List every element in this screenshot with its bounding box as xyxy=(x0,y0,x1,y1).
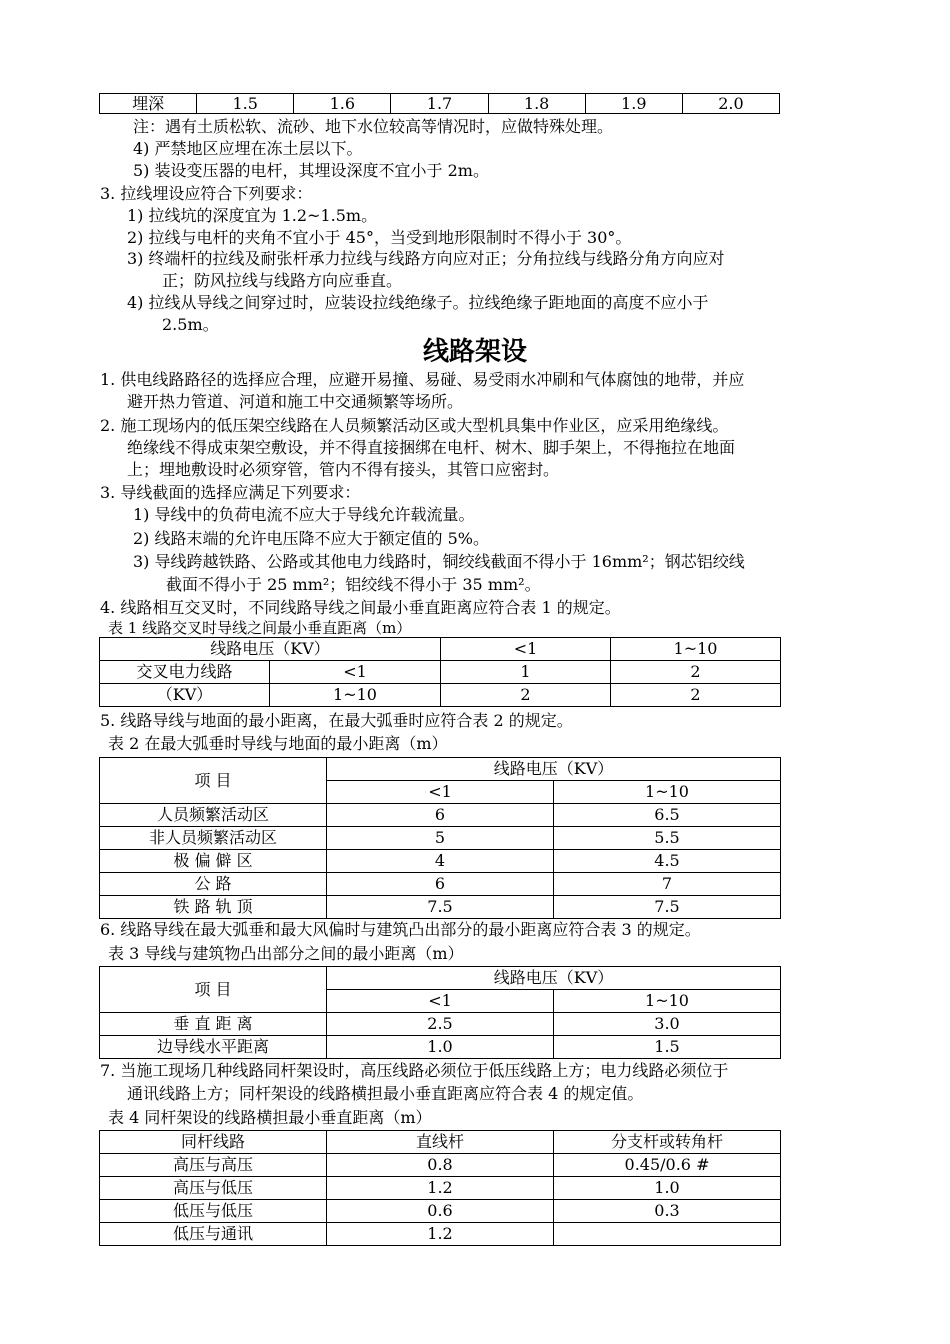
table-cell: 7 xyxy=(554,873,781,896)
table-row xyxy=(100,804,781,827)
header-cell: 直线杆 xyxy=(327,1131,554,1154)
paragraph: 3. 导线截面的选择应满足下列要求： xyxy=(100,483,361,502)
paragraph-cont: 上；埋地敷设时必须穿管，管内不得有接头，其管口应密封。 xyxy=(127,460,560,479)
table-cell: 5 xyxy=(327,827,554,850)
row-label: 高压与低压 xyxy=(100,1177,327,1200)
table-caption: 表 4 同杆架设的线路横担最小垂直距离（m） xyxy=(108,1108,432,1127)
row-label: （KV） xyxy=(100,684,270,707)
row-label: 低压与低压 xyxy=(100,1200,327,1223)
depth-value: 1.5 xyxy=(197,94,294,114)
row-label: 低压与通讯 xyxy=(100,1223,327,1246)
row-label: 人员频繁活动区 xyxy=(100,804,327,827)
header-cell: 项 目 xyxy=(100,967,327,1013)
list-item: 2) 拉线与电杆的夹角不宜小于 45°，当受到地形限制时不得小于 30°。 xyxy=(127,228,632,247)
header-cell: <1 xyxy=(327,781,554,804)
table-cell: 1.5 xyxy=(554,1036,781,1059)
row-label: 极 偏 僻 区 xyxy=(100,850,327,873)
depth-value: 1.9 xyxy=(585,94,682,114)
table-cell: 6 xyxy=(327,804,554,827)
table-caption: 表 2 在最大弧垂时导线与地面的最小距离（m） xyxy=(108,734,448,753)
section-heading: 3. 拉线埋设应符合下列要求： xyxy=(100,184,313,203)
row-label: 交叉电力线路 xyxy=(100,661,270,684)
table-cell: 7.5 xyxy=(554,896,781,919)
table-4 xyxy=(99,1130,781,1246)
table-row xyxy=(100,850,781,873)
header-cell: 项 目 xyxy=(100,758,327,804)
list-item: 3) 导线跨越铁路、公路或其他电力线路时，铜绞线截面不得小于 16mm²；钢芯铝绞线 xyxy=(133,552,745,571)
list-item: 1) 拉线坑的深度宜为 1.2~1.5m。 xyxy=(127,206,378,225)
header-cell: 线路电压（KV） xyxy=(327,967,781,990)
table-cell: 5.5 xyxy=(554,827,781,850)
list-item: 3) 终端杆的拉线及耐张杆承力拉线与线路方向应对正；分角拉线与线路分角方向应对 xyxy=(127,249,725,268)
table-cell: 7.5 xyxy=(327,896,554,919)
list-item: 4) 严禁地区应埋在冻土层以下。 xyxy=(133,139,363,158)
table-cell: 4.5 xyxy=(554,850,781,873)
paragraph: 4. 线路相互交叉时，不同线路导线之间最小垂直距离应符合表 1 的规定。 xyxy=(100,598,621,617)
table-cell: 2 xyxy=(611,684,781,707)
list-item: 5) 装设变压器的电杆，其埋设深度不宜小于 2m。 xyxy=(133,161,489,180)
paragraph-cont: 通讯线路上方；同杆架设的线路横担最小垂直距离应符合表 4 的规定值。 xyxy=(127,1084,644,1103)
table-cell: 4 xyxy=(327,850,554,873)
table-cell: 1 xyxy=(441,661,611,684)
row-label: 边导线水平距离 xyxy=(100,1036,327,1059)
depth-note: 注：遇有土质松软、流砂、地下水位较高等情况时，应做特殊处理。 xyxy=(133,117,614,136)
list-item-cont: 截面不得小于 25 mm²；铝绞线不得小于 35 mm²。 xyxy=(166,575,541,594)
table-cell: 1.2 xyxy=(327,1223,554,1246)
row-label: 公 路 xyxy=(100,873,327,896)
table-row xyxy=(100,1154,781,1177)
row-label: 垂 直 距 离 xyxy=(100,1013,327,1036)
header-cell: 同杆线路 xyxy=(100,1131,327,1154)
paragraph-cont: 绝缘线不得成束架空敷设，并不得直接捆绑在电杆、树木、脚手架上，不得拖拉在地面 xyxy=(127,438,736,457)
table-cell: 2 xyxy=(611,661,781,684)
depth-value: 1.8 xyxy=(488,94,585,114)
table-cell: <1 xyxy=(270,661,441,684)
table-3 xyxy=(99,966,781,1059)
row-label: 非人员频繁活动区 xyxy=(100,827,327,850)
table-cell: 6.5 xyxy=(554,804,781,827)
table-cell: 0.6 xyxy=(327,1200,554,1223)
list-item-cont: 正；防风拉线与线路方向应垂直。 xyxy=(162,271,403,290)
table-cell: 2.5 xyxy=(327,1013,554,1036)
table-row xyxy=(100,1013,781,1036)
table-caption: 表 1 线路交叉时导线之间最小垂直距离（m） xyxy=(108,619,412,637)
table-2 xyxy=(99,757,781,919)
header-cell: 1~10 xyxy=(611,638,781,661)
page-title: 线路架设 xyxy=(422,337,527,367)
header-cell: 线路电压（KV） xyxy=(327,758,781,781)
table-cell: 1.0 xyxy=(554,1177,781,1200)
table-caption: 表 3 导线与建筑物凸出部分之间的最小距离（m） xyxy=(108,944,464,963)
row-label: 铁 路 轨 顶 xyxy=(100,896,327,919)
table-cell: 3.0 xyxy=(554,1013,781,1036)
table-row xyxy=(100,896,781,919)
table-cell: 0.3 xyxy=(554,1200,781,1223)
table-cell: 1.2 xyxy=(327,1177,554,1200)
table-row xyxy=(100,1177,781,1200)
header-cell: 1~10 xyxy=(554,781,781,804)
paragraph: 1. 供电线路路径的选择应合理，应避开易撞、易碰、易受雨水冲刷和气体腐蚀的地带，并应 xyxy=(100,370,745,389)
paragraph: 7. 当施工现场几种线路同杆架设时，高压线路必须位于低压线路上方；电力线路必须位于 xyxy=(100,1061,729,1080)
header-cell: 分支杆或转角杆 xyxy=(554,1131,781,1154)
list-item: 2) 线路末端的允许电压降不应大于额定值的 5%。 xyxy=(133,529,489,548)
table-row xyxy=(100,873,781,896)
depth-value: 2.0 xyxy=(682,94,779,114)
paragraph: 2. 施工现场内的低压架空线路在人员频繁活动区或大型机具集中作业区，应采用绝缘线。 xyxy=(100,416,729,435)
depth-value: 1.7 xyxy=(391,94,488,114)
table-cell xyxy=(554,1223,781,1246)
table-cell: 6 xyxy=(327,873,554,896)
row-label: 高压与高压 xyxy=(100,1154,327,1177)
paragraph-cont: 避开热力管道、河道和施工中交通频繁等场所。 xyxy=(127,392,464,411)
header-cell: 1~10 xyxy=(554,990,781,1013)
list-item: 4) 拉线从导线之间穿过时，应装设拉线绝缘子。拉线绝缘子距地面的高度不应小于 xyxy=(127,293,709,312)
paragraph: 5. 线路导线与地面的最小距离，在最大弧垂时应符合表 2 的规定。 xyxy=(100,711,573,730)
table-row xyxy=(100,1223,781,1246)
table-row xyxy=(100,1036,781,1059)
list-item: 1) 导线中的负荷电流不应大于导线允许载流量。 xyxy=(133,505,475,524)
table-cell: 1.0 xyxy=(327,1036,554,1059)
header-cell: <1 xyxy=(441,638,611,661)
table-row xyxy=(100,827,781,850)
table-cell: 0.8 xyxy=(327,1154,554,1177)
table-row xyxy=(100,1200,781,1223)
table-cell: 2 xyxy=(441,684,611,707)
depth-value: 1.6 xyxy=(294,94,391,114)
table-cell: 0.45/0.6 # xyxy=(554,1154,781,1177)
paragraph: 6. 线路导线在最大弧垂和最大风偏时与建筑凸出部分的最小距离应符合表 3 的规定。 xyxy=(100,920,701,939)
table-cell: 1~10 xyxy=(270,684,441,707)
table-1 xyxy=(99,637,781,707)
header-cell: 线路电压（KV） xyxy=(100,638,441,661)
list-item-cont: 2.5m。 xyxy=(162,315,219,334)
header-cell: <1 xyxy=(327,990,554,1013)
depth-label: 埋深 xyxy=(100,94,197,114)
burial-depth-table xyxy=(99,93,780,114)
